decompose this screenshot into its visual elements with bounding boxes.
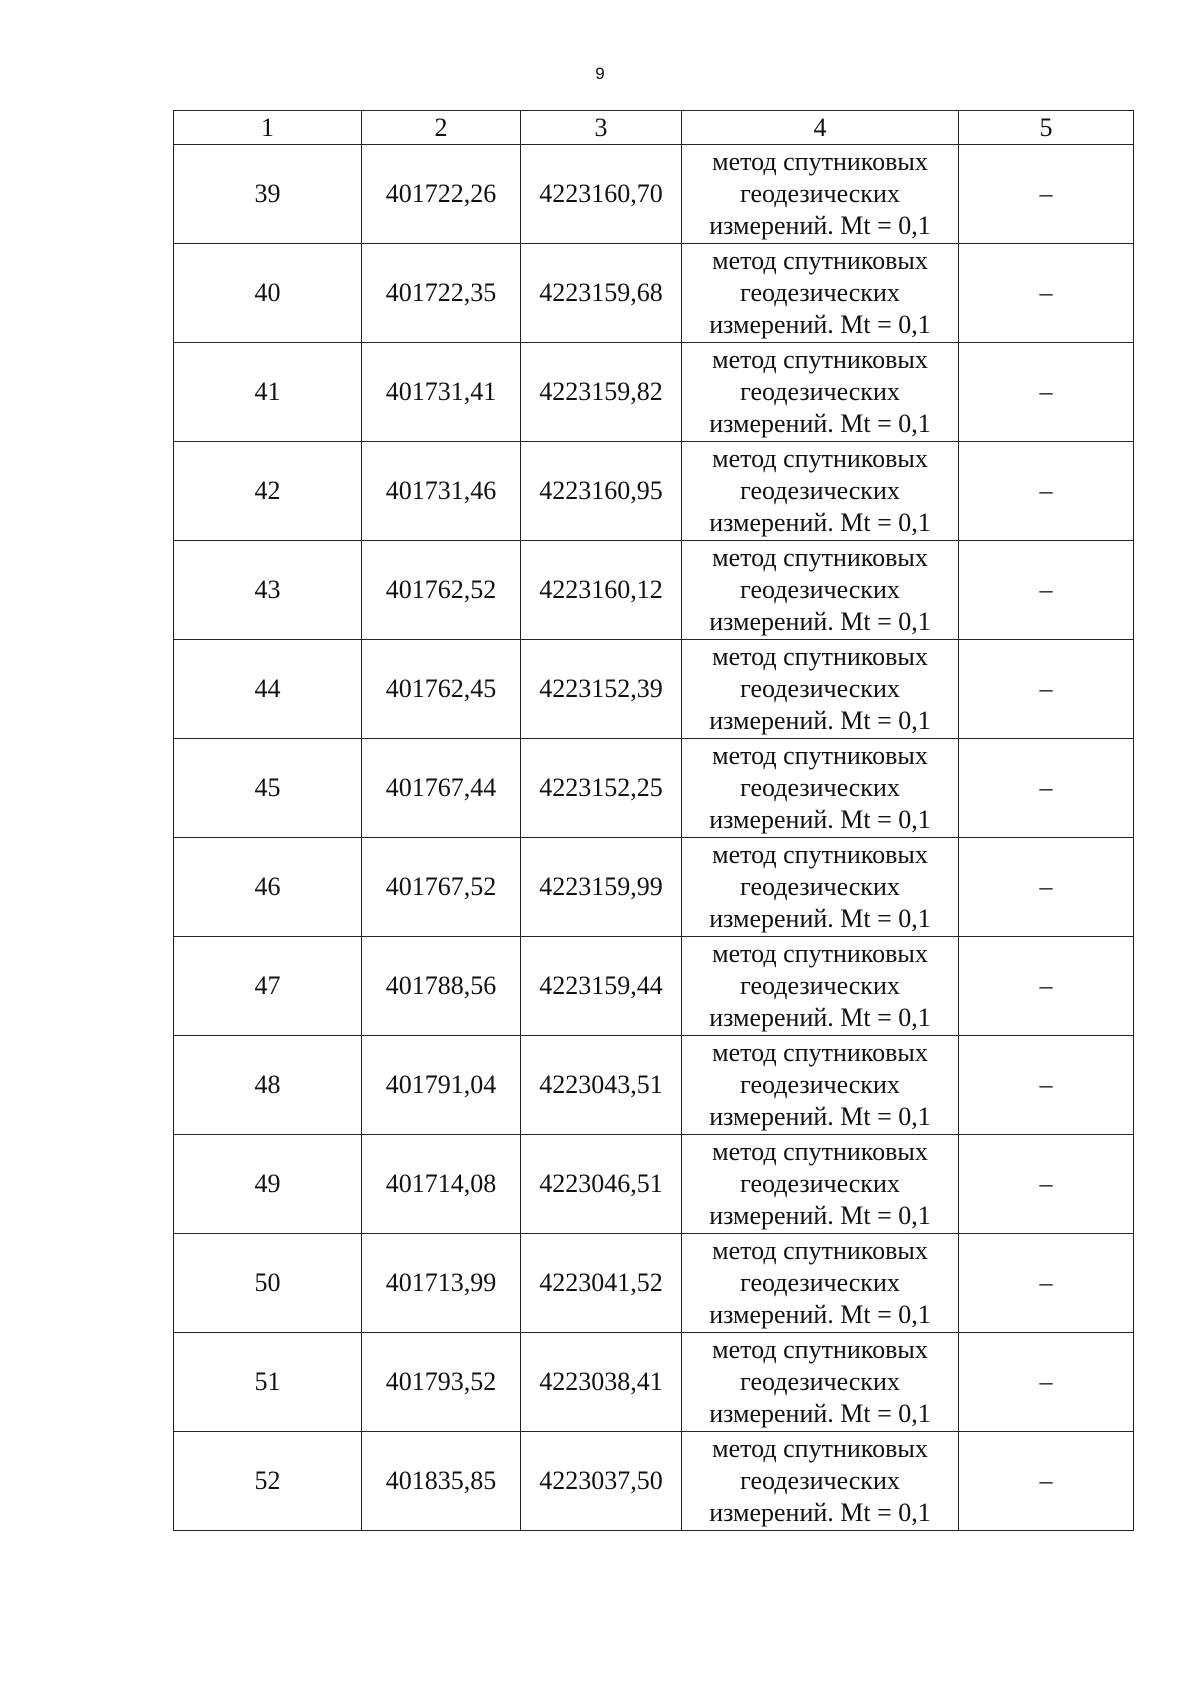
method-cell (682, 442, 959, 541)
y-coordinate-cell: 4223160,12 (521, 541, 682, 640)
method-line: геодезических (740, 674, 900, 703)
y-coordinate-cell: 4223043,51 (521, 1036, 682, 1135)
y-coordinate-cell: 4223159,44 (521, 937, 682, 1036)
note-cell: – (959, 1432, 1134, 1531)
method-line: геодезических (740, 1070, 900, 1099)
y-coordinate-cell: 4223152,39 (521, 640, 682, 739)
point-number-cell: 40 (174, 244, 362, 343)
table-header (174, 111, 1134, 145)
note-cell: – (959, 739, 1134, 838)
table-row (174, 1135, 1134, 1234)
table-row (174, 1333, 1134, 1432)
method-line: измерений. Mt = 0,1 (709, 1498, 931, 1527)
y-coordinate-cell: 4223159,99 (521, 838, 682, 937)
point-number-cell: 46 (174, 838, 362, 937)
table-row (174, 145, 1134, 244)
method-line: метод спутниковых (712, 543, 928, 572)
page-number: 9 (595, 64, 605, 83)
note-cell: – (959, 1135, 1134, 1234)
x-coordinate-cell: 401713,99 (362, 1234, 521, 1333)
method-line: геодезических (740, 1268, 900, 1297)
header-col-3: 3 (521, 111, 682, 145)
note-cell: – (959, 1234, 1134, 1333)
header-col-4: 4 (682, 111, 959, 145)
method-line: метод спутниковых (712, 840, 928, 869)
point-number-cell: 42 (174, 442, 362, 541)
table-row (174, 739, 1134, 838)
table-row (174, 1036, 1134, 1135)
x-coordinate-cell: 401731,41 (362, 343, 521, 442)
table-row (174, 541, 1134, 640)
method-line: геодезических (740, 1169, 900, 1198)
y-coordinate-cell: 4223160,70 (521, 145, 682, 244)
table-row (174, 1234, 1134, 1333)
point-number-cell: 45 (174, 739, 362, 838)
point-number-cell: 39 (174, 145, 362, 244)
note-cell: – (959, 244, 1134, 343)
point-number-cell: 43 (174, 541, 362, 640)
table-row (174, 937, 1134, 1036)
x-coordinate-cell: 401835,85 (362, 1432, 521, 1531)
method-line: геодезических (740, 1466, 900, 1495)
method-cell (682, 145, 959, 244)
header-row (174, 111, 1134, 145)
method-cell (682, 541, 959, 640)
method-line: измерений. Mt = 0,1 (709, 1201, 931, 1230)
method-line: измерений. Mt = 0,1 (709, 1300, 931, 1329)
table-row (174, 244, 1134, 343)
note-cell: – (959, 838, 1134, 937)
x-coordinate-cell: 401791,04 (362, 1036, 521, 1135)
point-number-cell: 41 (174, 343, 362, 442)
point-number-cell: 47 (174, 937, 362, 1036)
method-line: измерений. Mt = 0,1 (709, 607, 931, 636)
y-coordinate-cell: 4223041,52 (521, 1234, 682, 1333)
table-row (174, 640, 1134, 739)
method-line: геодезических (740, 476, 900, 505)
note-cell: – (959, 1333, 1134, 1432)
method-line: геодезических (740, 179, 900, 208)
table-row (174, 442, 1134, 541)
method-cell (682, 838, 959, 937)
method-cell (682, 1135, 959, 1234)
table-row (174, 343, 1134, 442)
y-coordinate-cell: 4223159,68 (521, 244, 682, 343)
method-line: метод спутниковых (712, 1038, 928, 1067)
method-line: геодезических (740, 971, 900, 1000)
method-line: метод спутниковых (712, 939, 928, 968)
method-line: измерений. Mt = 0,1 (709, 1003, 931, 1032)
method-line: метод спутниковых (712, 1335, 928, 1364)
coordinates-table (173, 110, 1134, 1531)
note-cell: – (959, 640, 1134, 739)
y-coordinate-cell: 4223038,41 (521, 1333, 682, 1432)
y-coordinate-cell: 4223046,51 (521, 1135, 682, 1234)
method-line: измерений. Mt = 0,1 (709, 1102, 931, 1131)
point-number-cell: 48 (174, 1036, 362, 1135)
method-line: измерений. Mt = 0,1 (709, 1399, 931, 1428)
point-number-cell: 50 (174, 1234, 362, 1333)
x-coordinate-cell: 401722,35 (362, 244, 521, 343)
method-line: геодезических (740, 773, 900, 802)
note-cell: – (959, 541, 1134, 640)
method-line: метод спутниковых (712, 147, 928, 176)
y-coordinate-cell: 4223152,25 (521, 739, 682, 838)
note-cell: – (959, 1036, 1134, 1135)
note-cell: – (959, 442, 1134, 541)
x-coordinate-cell: 401731,46 (362, 442, 521, 541)
method-line: измерений. Mt = 0,1 (709, 805, 931, 834)
method-line: измерений. Mt = 0,1 (709, 508, 931, 537)
point-number-cell: 51 (174, 1333, 362, 1432)
point-number-cell: 52 (174, 1432, 362, 1531)
point-number-cell: 49 (174, 1135, 362, 1234)
y-coordinate-cell: 4223160,95 (521, 442, 682, 541)
method-line: метод спутниковых (712, 1236, 928, 1265)
method-cell (682, 244, 959, 343)
method-line: метод спутниковых (712, 741, 928, 770)
x-coordinate-cell: 401762,45 (362, 640, 521, 739)
method-line: метод спутниковых (712, 246, 928, 275)
method-line: метод спутниковых (712, 1434, 928, 1463)
x-coordinate-cell: 401767,44 (362, 739, 521, 838)
note-cell: – (959, 343, 1134, 442)
method-line: геодезических (740, 278, 900, 307)
method-cell (682, 1036, 959, 1135)
method-cell (682, 640, 959, 739)
point-number-cell: 44 (174, 640, 362, 739)
x-coordinate-cell: 401762,52 (362, 541, 521, 640)
y-coordinate-cell: 4223037,50 (521, 1432, 682, 1531)
method-cell (682, 739, 959, 838)
method-line: измерений. Mt = 0,1 (709, 409, 931, 438)
method-line: метод спутниковых (712, 1137, 928, 1166)
method-line: геодезических (740, 377, 900, 406)
table-row (174, 1432, 1134, 1531)
header-col-2: 2 (362, 111, 521, 145)
method-line: геодезических (740, 575, 900, 604)
method-cell (682, 1234, 959, 1333)
x-coordinate-cell: 401788,56 (362, 937, 521, 1036)
header-col-1: 1 (174, 111, 362, 145)
method-line: метод спутниковых (712, 444, 928, 473)
table-body (174, 145, 1134, 1531)
method-cell (682, 937, 959, 1036)
x-coordinate-cell: 401714,08 (362, 1135, 521, 1234)
method-line: метод спутниковых (712, 345, 928, 374)
method-line: измерений. Mt = 0,1 (709, 211, 931, 240)
note-cell: – (959, 145, 1134, 244)
x-coordinate-cell: 401722,26 (362, 145, 521, 244)
y-coordinate-cell: 4223159,82 (521, 343, 682, 442)
method-line: геодезических (740, 872, 900, 901)
method-cell (682, 1432, 959, 1531)
x-coordinate-cell: 401767,52 (362, 838, 521, 937)
method-cell (682, 343, 959, 442)
method-cell (682, 1333, 959, 1432)
method-line: измерений. Mt = 0,1 (709, 706, 931, 735)
method-line: метод спутниковых (712, 642, 928, 671)
method-line: измерений. Mt = 0,1 (709, 904, 931, 933)
method-line: измерений. Mt = 0,1 (709, 310, 931, 339)
x-coordinate-cell: 401793,52 (362, 1333, 521, 1432)
table-row (174, 838, 1134, 937)
method-line: геодезических (740, 1367, 900, 1396)
header-col-5: 5 (959, 111, 1134, 145)
note-cell: – (959, 937, 1134, 1036)
